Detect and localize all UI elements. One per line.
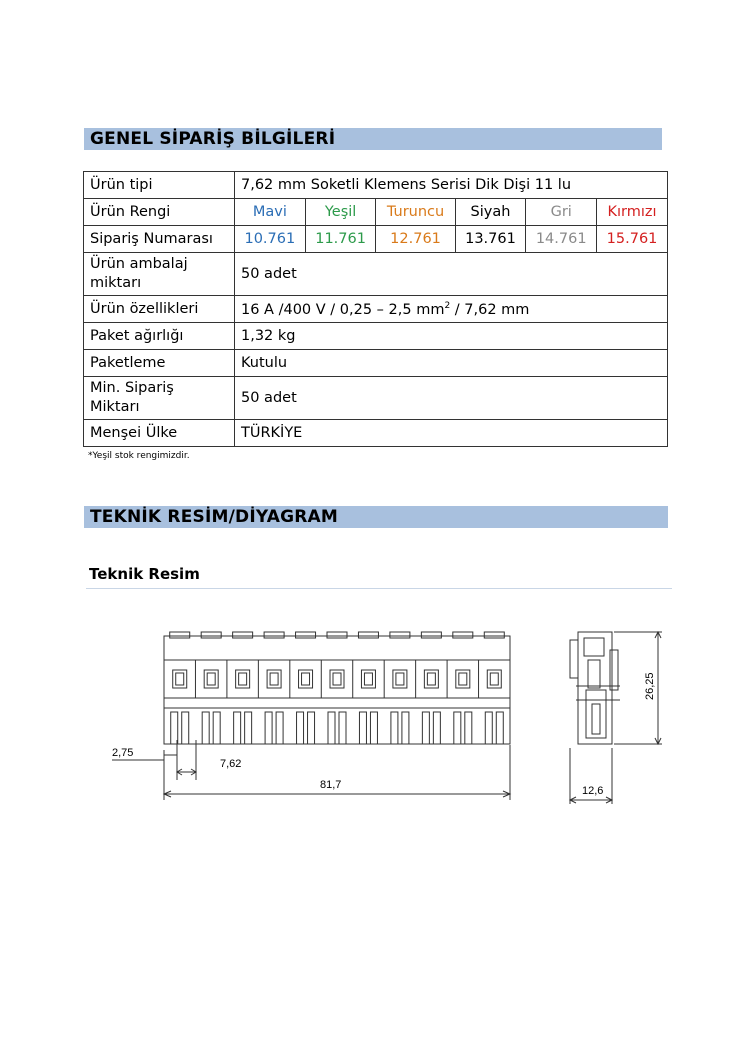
terminal-screw: [176, 673, 184, 685]
terminal-tab: [453, 632, 473, 638]
value-origin-country: TÜRKİYE: [235, 420, 668, 447]
order-number-gri: 14.761: [526, 226, 597, 253]
terminal-tab: [484, 632, 504, 638]
side-view: [570, 632, 662, 804]
color-yesil: Yeşil: [305, 199, 376, 226]
section-title-order-info: GENEL SİPARİŞ BİLGİLERİ: [84, 128, 662, 150]
terminal-screw: [239, 673, 247, 685]
terminal-pin: [308, 712, 315, 744]
terminal-tab: [201, 632, 221, 638]
terminal-pin: [496, 712, 503, 744]
table-row: [84, 199, 668, 226]
terminal-tab: [170, 632, 190, 638]
value-packaging: Kutulu: [235, 350, 668, 377]
value-product-specs: 16 A /400 V / 0,25 – 2,5 $mm^2 / 7,62$ mm: [235, 296, 668, 323]
terminal-screw: [302, 673, 310, 685]
technical-drawing: [100, 620, 670, 810]
terminal-pin: [276, 712, 283, 744]
dim-pin-offset: 2,75: [112, 747, 134, 759]
terminal-pin: [245, 712, 252, 744]
terminal-screw: [270, 673, 278, 685]
terminal-screw: [459, 673, 467, 685]
color-siyah: Siyah: [455, 199, 526, 226]
label-product-color: Ürün Rengi: [84, 199, 235, 226]
order-number-siyah: 13.761: [455, 226, 526, 253]
terminal-screw: [333, 673, 341, 685]
terminal-pin: [454, 712, 461, 744]
terminal-pin: [182, 712, 189, 744]
label-product-specs: Ürün özellikleri: [84, 296, 235, 323]
terminal-screw: [490, 673, 498, 685]
terminal-screw: [207, 673, 215, 685]
label-origin-country: Menşei Ülke: [84, 420, 235, 447]
color-turuncu: Turuncu: [376, 199, 455, 226]
terminal-pin: [234, 712, 241, 744]
label-package-quantity: Ürün ambalaj miktarı: [84, 253, 235, 296]
terminal-tab: [264, 632, 284, 638]
terminal-tab: [390, 632, 410, 638]
table-row: [84, 350, 668, 377]
label-min-order: Min. Sipariş Miktarı: [84, 377, 235, 420]
terminal-pin: [402, 712, 409, 744]
front-view: [164, 632, 510, 744]
table-row: [84, 172, 668, 199]
terminal-pin: [328, 712, 335, 744]
terminal-pin: [213, 712, 220, 744]
divider: [86, 588, 672, 589]
order-number-yesil: 11.761: [305, 226, 376, 253]
terminal-tab: [296, 632, 316, 638]
stock-note: *Yeşil stok rengimizdir.: [88, 451, 190, 461]
order-number-turuncu: 12.761: [376, 226, 455, 253]
terminal-screw: [364, 673, 372, 685]
subheading-technical-drawing: Teknik Resim: [89, 565, 200, 583]
terminal-tab: [233, 632, 253, 638]
order-number-mavi: 10.761: [235, 226, 306, 253]
terminal-pin: [465, 712, 472, 744]
terminal-tab: [421, 632, 441, 638]
terminal-screw: [427, 673, 435, 685]
section-title-technical-drawing: TEKNİK RESİM/DİYAGRAM: [84, 506, 668, 528]
dimension-lines: [112, 740, 510, 800]
terminal-pin: [265, 712, 272, 744]
terminal-pin: [171, 712, 178, 744]
label-order-number: Sipariş Numarası: [84, 226, 235, 253]
terminal-pin: [359, 712, 366, 744]
table-row: [84, 296, 668, 323]
order-number-kirmizi: 15.761: [597, 226, 668, 253]
terminal-pin: [370, 712, 377, 744]
terminal-pin: [485, 712, 492, 744]
table-row: [84, 377, 668, 420]
value-product-type: 7,62 mm Soketli Klemens Serisi Dik Dişi 11 lu: [235, 172, 668, 199]
table-row: [84, 253, 668, 296]
terminal-pin: [433, 712, 440, 744]
value-min-order: 50 adet: [235, 377, 668, 420]
label-packaging: Paketleme: [84, 350, 235, 377]
color-gri: Gri: [526, 199, 597, 226]
dim-pitch: 7,62: [220, 758, 242, 770]
value-package-quantity: 50 adet: [235, 253, 668, 296]
dim-total-width: 81,7: [320, 779, 342, 791]
table-row: [84, 323, 668, 350]
dim-depth: 12,6: [582, 785, 604, 797]
label-package-weight: Paket ağırlığı: [84, 323, 235, 350]
dim-height: 26,25: [644, 672, 656, 700]
terminal-pin: [202, 712, 209, 744]
order-info-table: [83, 171, 668, 447]
table-row: [84, 420, 668, 447]
terminal-tab: [327, 632, 347, 638]
terminal-pin: [297, 712, 304, 744]
terminal-tab: [358, 632, 378, 638]
color-mavi: Mavi: [235, 199, 306, 226]
terminal-pin: [391, 712, 398, 744]
table-row: [84, 226, 668, 253]
terminal-screw: [396, 673, 404, 685]
value-package-weight: 1,32 kg: [235, 323, 668, 350]
color-kirmizi: Kırmızı: [597, 199, 668, 226]
terminal-pin: [339, 712, 346, 744]
terminal-pin: [422, 712, 429, 744]
label-product-type: Ürün tipi: [84, 172, 235, 199]
